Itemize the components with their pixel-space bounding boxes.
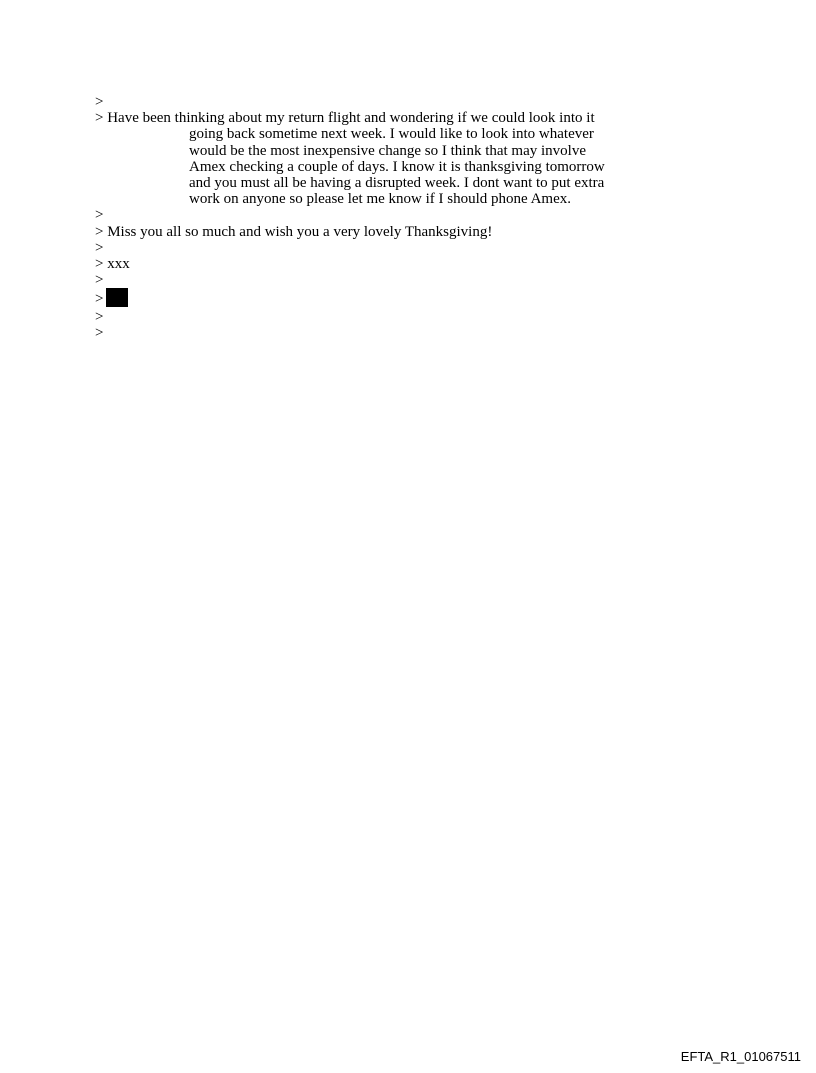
document-id-footer: EFTA_R1_01067511 [680,1049,801,1064]
message-text-line: work on anyone so please let me know if I should phone Amex. [189,191,572,208]
redacted-signature-line [95,288,715,309]
quote-marker-line: > [95,309,104,326]
redaction-block [106,288,128,307]
quote-marker-line: > [95,325,104,342]
quote-marker-line: > [95,94,104,110]
message-text-line: would be the most inexpensive change so I think that may involve [189,142,587,159]
quote-marker: > [95,291,104,308]
quote-marker-line: > [95,272,104,289]
message-text-line: > Have been thinking about my return flight and wondering if we could look into it [95,110,595,127]
signoff-line: > xxx [95,255,130,272]
message-text-line: going back sometime next week. I would like to look into whatever [189,126,594,143]
quote-marker-line: > [95,239,104,256]
quote-marker-line: > [95,207,104,224]
email-quoted-body [95,94,715,342]
message-text-line: > Miss you all so much and wish you a very lovely Thanksgiving! [95,223,493,240]
message-text-line: and you must all be having a disrupted week. I dont want to put extra [189,174,605,191]
message-text-line: Amex checking a couple of days. I know it is thanksgiving tomorrow [189,158,605,175]
